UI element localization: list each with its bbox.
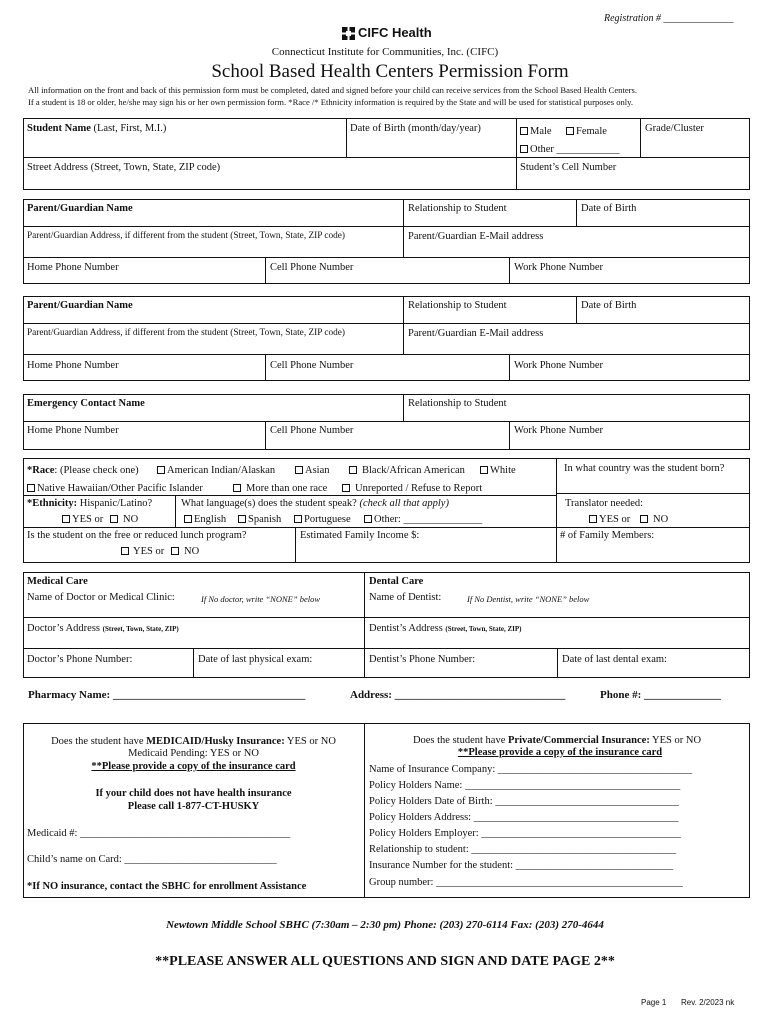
emergency-work-phone-field[interactable]: Work Phone Number [514, 425, 603, 436]
guardian-1-address-field[interactable]: Parent/Guardian Address, if different from the student (Street, Town, State, ZIP code) [27, 231, 346, 241]
dentist-name-field[interactable]: Name of Dentist: [369, 592, 442, 603]
ethnicity-yes-checkbox[interactable]: YES or [62, 513, 103, 526]
guardian-1-name-field[interactable]: Parent/Guardian Name [27, 203, 133, 214]
family-income-field[interactable]: Estimated Family Income $: [300, 530, 420, 541]
medical-care-heading: Medical Care [27, 576, 88, 587]
intro-line-1: All information on the front and back of this permission form must be completed, dated and signed before your child can receive services from the School Based Health Centers. [28, 85, 638, 95]
grade-field[interactable]: Grade/Cluster [645, 123, 704, 134]
guardian-2-cell-phone-field[interactable]: Cell Phone Number [270, 360, 354, 371]
dentist-address-field[interactable]: Dentist’s Address (Street, Town, State, ZIP) [369, 623, 522, 634]
guardian-2-home-phone-field[interactable]: Home Phone Number [27, 360, 119, 371]
page-2-notice: **PLEASE ANSWER ALL QUESTIONS AND SIGN AND DATE PAGE 2** [155, 954, 615, 969]
doctor-address-field[interactable]: Doctor’s Address (Street, Town, State, ZIP) [27, 623, 179, 634]
enrollment-assistance-note: *If NO insurance, contact the SBHC for enrollment Assistance [27, 881, 307, 892]
pharmacy-phone-field[interactable]: Phone #: ______________ [600, 689, 721, 701]
organization-name: Connecticut Institute for Communities, Inc. (CIFC) [271, 46, 499, 58]
guardian-1-relationship-field[interactable]: Relationship to Student [408, 203, 507, 214]
medicaid-copy-note: **Please provide a copy of the insurance card [91, 761, 296, 772]
doctor-name-field[interactable]: Name of Doctor or Medical Clinic: [27, 592, 175, 603]
page-number: Page 1 [641, 998, 667, 1007]
logo-text: CIFC Health [358, 25, 432, 40]
pharmacy-address-field[interactable]: Address: _______________________________ [350, 689, 566, 701]
school-contact-info: Newtown Middle School SBHC (7:30am – 2:30 pm) Phone: (203) 270-6114 Fax: (203) 270-4644 [166, 919, 604, 931]
guardian-1-cell-phone-field[interactable]: Cell Phone Number [270, 262, 354, 273]
race-multiple-checkbox[interactable]: More than one race [233, 482, 327, 495]
husky-phone-note: Please call 1-877-CT-HUSKY [127, 801, 260, 812]
guardian-2-work-phone-field[interactable]: Work Phone Number [514, 360, 603, 371]
language-portuguese-checkbox[interactable]: Portuguese [294, 513, 351, 526]
translator-no-checkbox[interactable]: NO [640, 513, 668, 526]
student-dob-field[interactable]: Date of Birth (month/day/year) [350, 123, 481, 134]
language-spanish-checkbox[interactable]: Spanish [238, 513, 281, 526]
group-number-field[interactable]: Group number: _______________________________________________ [369, 877, 683, 888]
race-pacific-islander-checkbox[interactable]: Native Hawaiian/Other Pacific Islander [27, 482, 203, 495]
registration-number: Registration # ______________ [604, 13, 734, 24]
doctor-phone-field[interactable]: Doctor’s Phone Number: [27, 654, 133, 665]
male-checkbox[interactable]: Male [520, 125, 552, 138]
student-address-field[interactable]: Street Address (Street, Town, State, ZIP code) [27, 162, 221, 173]
emergency-name-field[interactable]: Emergency Contact Name [27, 398, 145, 409]
policy-holder-employer-field[interactable]: Policy Holders Employer: ______________________________________ [369, 828, 681, 839]
language-english-checkbox[interactable]: English [184, 513, 226, 526]
race-white-checkbox[interactable]: White [480, 464, 516, 477]
insurance-company-field[interactable]: Name of Insurance Company: _____________________________________ [369, 764, 693, 775]
medicaid-number-field[interactable]: Medicaid #: ________________________________________ [27, 828, 291, 839]
dentist-none-hint: If No Dentist, write “NONE” below [467, 594, 590, 604]
no-insurance-note: If your child does not have health insurance [95, 788, 292, 799]
private-copy-note: **Please provide a copy of the insurance card [457, 747, 663, 758]
medicaid-pending: Medicaid Pending: YES or NO [128, 748, 259, 759]
translator-yes-checkbox[interactable]: YES or [589, 513, 630, 526]
intro-line-2: If a student is 18 or older, he/she may sign his or her own permission form. *Race /* Ethnicity information is required by the State and will be used for statistical purposes only. [28, 97, 634, 107]
child-name-on-card-field[interactable]: Child’s name on Card: _____________________________ [27, 854, 277, 865]
guardian-2-dob-field[interactable]: Date of Birth [581, 300, 637, 311]
insurance-number-field[interactable]: Insurance Number for the student: ______________________________ [369, 860, 674, 871]
guardian-2-relationship-field[interactable]: Relationship to Student [408, 300, 507, 311]
family-members-field[interactable]: # of Family Members: [560, 530, 655, 541]
emergency-relationship-field[interactable]: Relationship to Student [408, 398, 507, 409]
other-gender-checkbox[interactable]: Other ____________ [520, 143, 620, 156]
dentist-phone-field[interactable]: Dentist’s Phone Number: [369, 654, 476, 665]
female-checkbox[interactable]: Female [566, 125, 607, 138]
ethnicity-no-checkbox[interactable]: NO [110, 513, 138, 526]
emergency-home-phone-field[interactable]: Home Phone Number [27, 425, 119, 436]
race-question: *Race: (Please check one) [27, 465, 139, 476]
guardian-1-email-field[interactable]: Parent/Guardian E-Mail address [408, 231, 544, 242]
lunch-program-question: Is the student on the free or reduced lunch program? [27, 530, 247, 541]
language-other-checkbox[interactable]: Other: _______________ [364, 513, 482, 526]
birth-country-field[interactable]: In what country was the student born? [564, 463, 725, 474]
ethnicity-question: *Ethnicity: Hispanic/Latino? [27, 498, 153, 509]
private-insurance-question: Does the student have Private/Commercial Insurance: YES or NO [412, 735, 702, 746]
pharmacy-name-field[interactable]: Pharmacy Name: ___________________________________ [28, 689, 306, 701]
language-question: What language(s) does the student speak? (check all that apply) [181, 498, 449, 509]
doctor-none-hint: If No doctor, write “NONE” below [201, 594, 321, 604]
medicaid-question: Does the student have MEDICAID/Husky Insurance: YES or NO [51, 736, 336, 747]
policy-holder-address-field[interactable]: Policy Holders Address: _______________________________________ [369, 812, 679, 823]
race-black-checkbox[interactable]: Black/African American [349, 464, 465, 477]
guardian-1-dob-field[interactable]: Date of Birth [581, 203, 637, 214]
emergency-cell-phone-field[interactable]: Cell Phone Number [270, 425, 354, 436]
guardian-2-email-field[interactable]: Parent/Guardian E-Mail address [408, 328, 544, 339]
policy-holder-name-field[interactable]: Policy Holders Name: _________________________________________ [369, 780, 681, 791]
last-dental-field[interactable]: Date of last dental exam: [562, 654, 667, 665]
page-title: School Based Health Centers Permission Form [211, 61, 569, 82]
student-name-field[interactable]: Student Name (Last, First, M.I.) [27, 123, 167, 134]
last-physical-field[interactable]: Date of last physical exam: [198, 654, 313, 665]
cifc-logo-icon [342, 27, 355, 40]
policy-holder-dob-field[interactable]: Policy Holders Date of Birth: ___________________________________ [369, 796, 680, 807]
guardian-1-home-phone-field[interactable]: Home Phone Number [27, 262, 119, 273]
dental-care-heading: Dental Care [369, 576, 424, 587]
translator-question: Translator needed: [565, 498, 644, 509]
revision: Rev. 2/2023 nk [681, 998, 735, 1007]
lunch-yes-checkbox[interactable]: YES or [121, 545, 164, 558]
guardian-2-address-field[interactable]: Parent/Guardian Address, if different from the student (Street, Town, State, ZIP code) [27, 328, 346, 338]
guardian-2-name-field[interactable]: Parent/Guardian Name [27, 300, 133, 311]
student-cell-field[interactable]: Student’s Cell Number [520, 162, 617, 173]
race-asian-checkbox[interactable]: Asian [295, 464, 330, 477]
race-unreported-checkbox[interactable]: Unreported / Refuse to Report [342, 482, 482, 495]
guardian-1-work-phone-field[interactable]: Work Phone Number [514, 262, 603, 273]
relationship-to-student-field[interactable]: Relationship to student: _______________________________________ [369, 844, 677, 855]
lunch-no-checkbox[interactable]: NO [171, 545, 199, 558]
race-american-indian-checkbox[interactable]: American Indian/Alaskan [157, 464, 275, 477]
